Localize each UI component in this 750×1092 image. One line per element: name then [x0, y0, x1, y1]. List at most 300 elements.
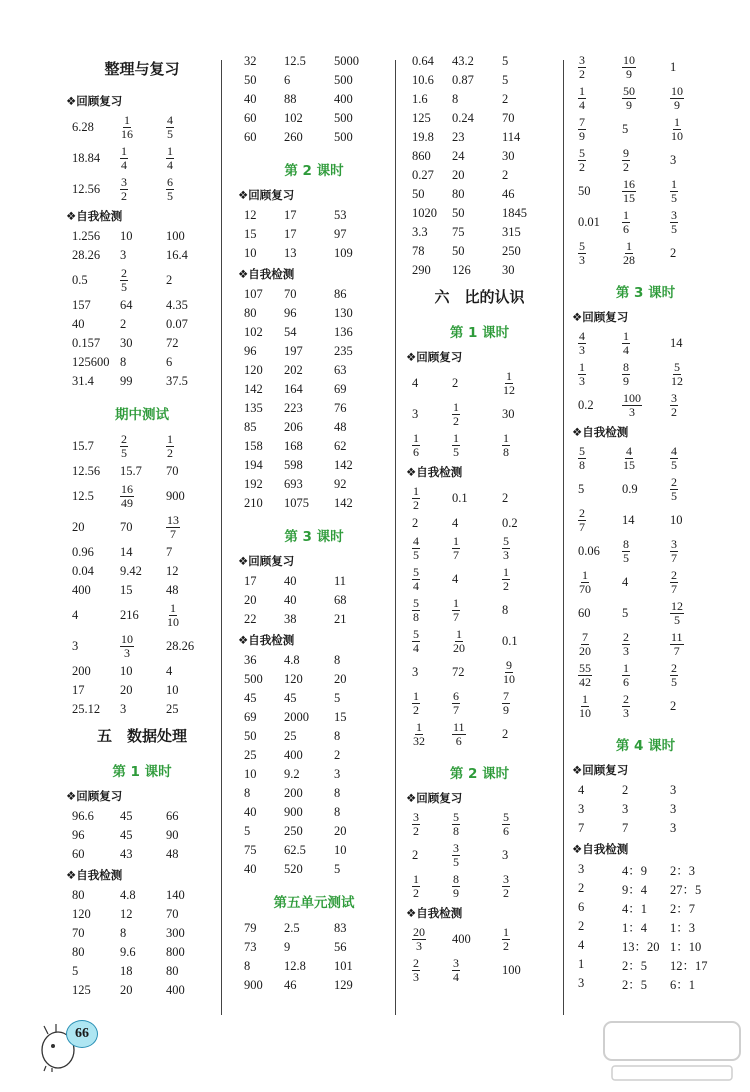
answer-cell: 10 — [334, 843, 347, 857]
review-label: ❖回顾复习 — [572, 763, 629, 777]
self-check-label: ❖自我检测 — [238, 267, 295, 281]
fraction — [166, 514, 180, 540]
answer-cell: 0.5 — [72, 273, 88, 287]
answer-cell: 223 — [284, 401, 303, 415]
answer-cell: 30 — [502, 263, 515, 277]
denominator: 4 — [121, 158, 127, 172]
answer-cell: 99 — [120, 374, 133, 388]
denominator: 10 — [167, 615, 179, 629]
denominator: 15 — [623, 458, 635, 472]
answer-row — [244, 746, 384, 765]
answer-row — [244, 399, 384, 418]
denominator: 9 — [503, 703, 509, 717]
section-title: 五 数据处理 — [96, 727, 187, 745]
denominator: 70 — [579, 582, 591, 596]
fraction — [578, 569, 592, 595]
denominator: 2 — [413, 498, 419, 512]
denominator: 5 — [453, 445, 459, 459]
denominator: 5 — [623, 551, 629, 565]
answer-cell: 21 — [334, 612, 347, 626]
answer-cell: 24 — [452, 149, 465, 163]
answer-row — [412, 261, 547, 280]
fraction — [578, 361, 586, 387]
answer-cell — [452, 432, 502, 458]
answer-cell: 20 — [120, 683, 133, 697]
answer-cell: 19.8 — [412, 130, 434, 144]
answer-row — [244, 380, 384, 399]
fraction — [670, 116, 684, 142]
answer-cell: 20 — [334, 672, 347, 686]
answer-cell — [502, 926, 547, 952]
answer-cell: 315 — [502, 225, 521, 239]
numerator: 9 — [623, 146, 629, 161]
answer-cell: 260 — [284, 130, 303, 144]
answer-cell: 10 — [244, 767, 257, 781]
fraction — [578, 54, 586, 80]
answer-cell: 12 — [166, 564, 179, 578]
numerator: 7 — [579, 115, 585, 130]
answer-cell: 40 — [244, 862, 257, 876]
numerator: 50 — [623, 84, 635, 99]
answer-cell: 17 — [284, 208, 297, 222]
answer-cell — [578, 569, 622, 595]
answer-cell: 2.5 — [284, 921, 300, 935]
fraction — [622, 85, 636, 111]
answer-row — [72, 512, 212, 543]
self-check-label: ❖自我检测 — [406, 465, 463, 479]
answer-row — [412, 71, 547, 90]
column-divider — [395, 60, 396, 1015]
answer-cell: 250 — [284, 824, 303, 838]
answer-cell: 96 — [284, 306, 297, 320]
answer-cell: 5 — [502, 73, 509, 87]
answer-cell: 38 — [284, 612, 297, 626]
fraction — [166, 114, 174, 140]
answer-cell — [670, 569, 713, 595]
numerator: 1 — [623, 329, 629, 344]
lesson-heading: 第 1 课时 — [449, 325, 510, 341]
answer-cell: 56 — [334, 940, 347, 954]
numerator: 4 — [626, 444, 632, 459]
answer-cell: 135 — [244, 401, 263, 415]
answer-cell: 2 — [502, 92, 509, 106]
answer-row — [72, 143, 212, 174]
fraction — [578, 631, 592, 657]
denominator: 32 — [413, 734, 425, 748]
answer-row — [244, 822, 384, 841]
fraction — [166, 602, 180, 628]
answer-row — [72, 112, 212, 143]
answer-cell: 202 — [284, 363, 303, 377]
answer-row — [72, 943, 212, 962]
numerator: 2 — [623, 630, 629, 645]
denominator: 12 — [671, 374, 683, 388]
answer-cell: 3 — [502, 848, 509, 862]
answer-row — [412, 840, 547, 871]
numerator: 5 — [579, 444, 585, 459]
answer-cell: 30 — [120, 336, 133, 350]
answer-cell: 0.2 — [578, 398, 594, 412]
answer-row — [578, 505, 713, 536]
answer-cell: 6 — [578, 900, 585, 914]
self-check-label: ❖自我检测 — [66, 209, 123, 223]
numerator: 9 — [506, 658, 512, 673]
fraction — [670, 662, 678, 688]
answer-cell: 23 — [452, 130, 465, 144]
answer-row — [72, 246, 212, 265]
answer-row — [412, 564, 547, 595]
answer-cell: 1：3 — [670, 920, 696, 935]
numerator: 55 — [579, 661, 591, 676]
answer-cell — [502, 690, 547, 716]
answer-cell: 2 — [120, 317, 127, 331]
answer-row — [578, 474, 713, 505]
answer-row — [244, 109, 384, 128]
answer-cell — [452, 690, 502, 716]
fraction — [412, 957, 420, 983]
answer-cell: 126 — [452, 263, 471, 277]
denominator: 7 — [671, 551, 677, 565]
answer-row — [578, 629, 713, 660]
answer-cell — [622, 445, 670, 471]
answer-row — [72, 924, 212, 943]
answer-cell: 2 — [334, 748, 341, 762]
answer-cell: 83 — [334, 921, 347, 935]
answer-row — [244, 225, 384, 244]
denominator: 10 — [671, 129, 683, 143]
fraction — [578, 330, 586, 356]
answer-cell: 12.5 — [72, 489, 94, 503]
answer-cell: 37.5 — [166, 374, 188, 388]
fraction — [622, 662, 630, 688]
answer-row — [244, 610, 384, 629]
answer-row — [578, 238, 713, 269]
answer-row — [72, 431, 212, 462]
answer-cell: 60 — [244, 130, 257, 144]
fraction — [622, 178, 636, 204]
answer-cell — [166, 514, 212, 540]
answer-cell: 10 — [670, 513, 683, 527]
answer-row — [72, 700, 212, 719]
fraction — [452, 721, 466, 747]
answer-cell: 900 — [284, 805, 303, 819]
answer-cell — [120, 633, 166, 659]
answer-row — [244, 919, 384, 938]
denominator: 2 — [413, 824, 419, 838]
fraction — [412, 597, 420, 623]
numerator: 3 — [671, 391, 677, 406]
answer-cell — [670, 631, 713, 657]
answer-cell — [622, 361, 670, 387]
answer-cell: 10 — [166, 683, 179, 697]
answer-cell: 250 — [502, 244, 521, 258]
answer-cell: 0.24 — [452, 111, 474, 125]
answer-cell: 2 — [670, 246, 677, 260]
answer-row — [578, 390, 713, 421]
answer-cell — [502, 535, 547, 561]
answer-cell: 75 — [452, 225, 465, 239]
denominator: 15 — [623, 191, 635, 205]
answer-cell: 500 — [334, 111, 353, 125]
answer-cell: 4 — [412, 376, 419, 390]
answer-cell: 8 — [334, 729, 341, 743]
answer-cell: 3.3 — [412, 225, 428, 239]
fraction — [412, 811, 420, 837]
fraction — [452, 811, 460, 837]
answer-cell: 70 — [166, 907, 179, 921]
denominator: 10 — [579, 706, 591, 720]
section-title: 整理与复习 — [104, 60, 180, 78]
answer-cell: 13 — [284, 246, 297, 260]
answer-row — [578, 819, 713, 838]
fraction — [412, 873, 420, 899]
answer-cell: 142 — [334, 458, 353, 472]
fraction — [120, 267, 128, 293]
answer-cell: 9.42 — [120, 564, 142, 578]
answer-cell — [670, 209, 713, 235]
fraction — [502, 535, 510, 561]
answer-row — [244, 938, 384, 957]
answer-cell: 0.07 — [166, 317, 188, 331]
answer-cell: 3 — [120, 702, 127, 716]
answer-cell: 3 — [670, 783, 677, 797]
answer-cell: 0.2 — [502, 516, 518, 530]
answer-cell — [412, 873, 452, 899]
answer-cell — [670, 662, 713, 688]
answer-cell: 157 — [72, 298, 91, 312]
answer-row — [244, 860, 384, 879]
answer-cell: 102 — [284, 111, 303, 125]
answer-cell — [622, 631, 670, 657]
answer-cell — [452, 842, 502, 868]
answer-cell — [622, 662, 670, 688]
answer-cell: 45 — [284, 691, 297, 705]
answer-cell — [622, 178, 670, 204]
answer-cell: 2：5 — [622, 977, 648, 992]
answer-cell — [670, 538, 713, 564]
answer-cell: 78 — [412, 244, 425, 258]
fraction — [578, 693, 592, 719]
answer-cell — [670, 178, 713, 204]
fraction — [452, 432, 460, 458]
answer-row — [244, 803, 384, 822]
answer-cell: 4.8 — [284, 653, 300, 667]
answer-cell: 125600 — [72, 355, 110, 369]
answer-cell: 12.5 — [284, 54, 306, 68]
answer-cell: 40 — [244, 805, 257, 819]
fraction — [166, 145, 174, 171]
answer-cell: 216 — [120, 608, 139, 622]
answer-cell: 10 — [120, 229, 133, 243]
answer-row — [412, 242, 547, 261]
answer-row — [244, 323, 384, 342]
denominator: 3 — [579, 374, 585, 388]
answer-row — [72, 662, 212, 681]
numerator: 10 — [623, 53, 635, 68]
denominator: 4 — [413, 641, 419, 655]
answer-cell — [670, 85, 713, 111]
numerator: 2 — [579, 506, 585, 521]
answer-row — [72, 334, 212, 353]
answer-cell: 48 — [166, 583, 179, 597]
answer-cell — [502, 370, 547, 396]
answer-cell: 7 — [578, 821, 585, 835]
denominator: 10 — [503, 672, 515, 686]
answer-cell: 9.6 — [120, 945, 136, 959]
review-label: ❖回顾复习 — [66, 94, 123, 108]
numerator: 1 — [453, 431, 459, 446]
denominator: 5 — [671, 191, 677, 205]
answer-cell: 8 — [502, 603, 509, 617]
answer-cell: 168 — [284, 439, 303, 453]
denominator: 2 — [671, 405, 677, 419]
fraction — [166, 433, 174, 459]
answer-row — [244, 437, 384, 456]
answer-cell: 300 — [166, 926, 185, 940]
numerator: 11 — [671, 630, 683, 645]
numerator: 4 — [579, 329, 585, 344]
answer-cell: 4 — [578, 938, 585, 952]
numerator: 1 — [506, 369, 512, 384]
numerator: 5 — [503, 534, 509, 549]
fraction — [412, 926, 426, 952]
answer-cell: 54 — [284, 325, 297, 339]
numerator: 8 — [623, 360, 629, 375]
answer-cell: 860 — [412, 149, 431, 163]
answer-cell — [166, 114, 212, 140]
answer-cell: 2000 — [284, 710, 309, 724]
answer-cell — [412, 926, 452, 952]
answer-cell: 4：9 — [622, 863, 648, 878]
denominator: 3 — [413, 970, 419, 984]
denominator: 5 — [453, 855, 459, 869]
answer-row — [244, 976, 384, 995]
answer-cell: 0.06 — [578, 544, 600, 558]
fraction — [452, 401, 460, 427]
answer-row — [72, 481, 212, 512]
answer-cell — [622, 54, 670, 80]
numerator: 1 — [453, 596, 459, 611]
answer-cell: 15.7 — [120, 464, 142, 478]
answer-row — [412, 688, 547, 719]
answer-cell: 22 — [244, 612, 257, 626]
answer-cell: 5 — [244, 824, 251, 838]
answer-cell: 50 — [452, 206, 465, 220]
answer-row — [72, 886, 212, 905]
numerator: 1 — [170, 601, 176, 616]
fraction — [622, 209, 630, 235]
answer-cell: 158 — [244, 439, 263, 453]
denominator: 3 — [416, 939, 422, 953]
answer-row — [578, 52, 713, 83]
numerator: 3 — [671, 537, 677, 552]
answer-row — [244, 244, 384, 263]
fraction — [578, 240, 586, 266]
denominator: 5 — [671, 489, 677, 503]
answer-row — [578, 860, 713, 879]
numerator: 5 — [413, 565, 419, 580]
answer-cell: 5 — [334, 691, 341, 705]
answer-cell: 70 — [502, 111, 515, 125]
answer-cell — [452, 721, 502, 747]
self-check-label: ❖自我检测 — [572, 842, 629, 856]
answer-cell: 12：17 — [670, 958, 708, 973]
answer-row — [412, 483, 547, 514]
answer-cell: 120 — [284, 672, 303, 686]
answer-cell: 15 — [244, 227, 257, 241]
numerator: 7 — [503, 689, 509, 704]
answer-cell — [120, 483, 166, 509]
denominator: 7 — [579, 520, 585, 534]
answer-cell: 2 — [502, 727, 509, 741]
answer-cell: 25 — [244, 748, 257, 762]
answer-cell: 12 — [244, 208, 257, 222]
answer-cell — [578, 445, 622, 471]
fraction — [578, 445, 586, 471]
numerator: 1 — [167, 144, 173, 159]
answer-cell — [502, 659, 547, 685]
answer-cell: 400 — [284, 748, 303, 762]
answer-cell: 97 — [334, 227, 347, 241]
watermark-logo — [602, 1018, 742, 1084]
answer-cell: 9.2 — [284, 767, 300, 781]
answer-cell: 72 — [166, 336, 179, 350]
fraction — [670, 476, 678, 502]
answer-cell — [412, 535, 452, 561]
answer-cell: 69 — [334, 382, 347, 396]
answer-cell: 40 — [284, 574, 297, 588]
answer-row — [578, 598, 713, 629]
answer-cell: 693 — [284, 477, 303, 491]
denominator: 2 — [579, 67, 585, 81]
answer-cell: 206 — [284, 420, 303, 434]
denominator: 2 — [579, 160, 585, 174]
answer-row — [578, 691, 713, 722]
answer-cell: 5 — [622, 122, 629, 136]
answer-row — [72, 581, 212, 600]
numerator: 5 — [579, 146, 585, 161]
answer-cell: 31.4 — [72, 374, 94, 388]
answer-cell: 6 — [166, 355, 173, 369]
numerator: 5 — [413, 596, 419, 611]
denominator: 2 — [121, 189, 127, 203]
answer-cell — [502, 566, 547, 592]
fraction — [670, 85, 684, 111]
numerator: 8 — [623, 537, 629, 552]
answer-cell: 2 — [578, 881, 585, 895]
answer-cell: 75 — [244, 843, 257, 857]
answer-cell: 79 — [244, 921, 257, 935]
answer-row — [72, 826, 212, 845]
answer-cell: 3 — [578, 976, 585, 990]
answer-cell: 6：1 — [670, 977, 696, 992]
answer-cell: 2 — [670, 699, 677, 713]
answer-cell: 2 — [622, 783, 629, 797]
answer-cell: 40 — [244, 92, 257, 106]
answer-cell: 120 — [72, 907, 91, 921]
fraction — [452, 842, 460, 868]
answer-cell: 1：4 — [622, 920, 648, 935]
numerator: 1 — [626, 239, 632, 254]
answer-cell: 5 — [502, 54, 509, 68]
answer-cell: 200 — [72, 664, 91, 678]
answer-row — [244, 90, 384, 109]
denominator: 4 — [579, 98, 585, 112]
answer-cell: 0.87 — [452, 73, 474, 87]
answer-cell: 1.6 — [412, 92, 428, 106]
answer-row — [412, 871, 547, 902]
numerator: 6 — [453, 689, 459, 704]
